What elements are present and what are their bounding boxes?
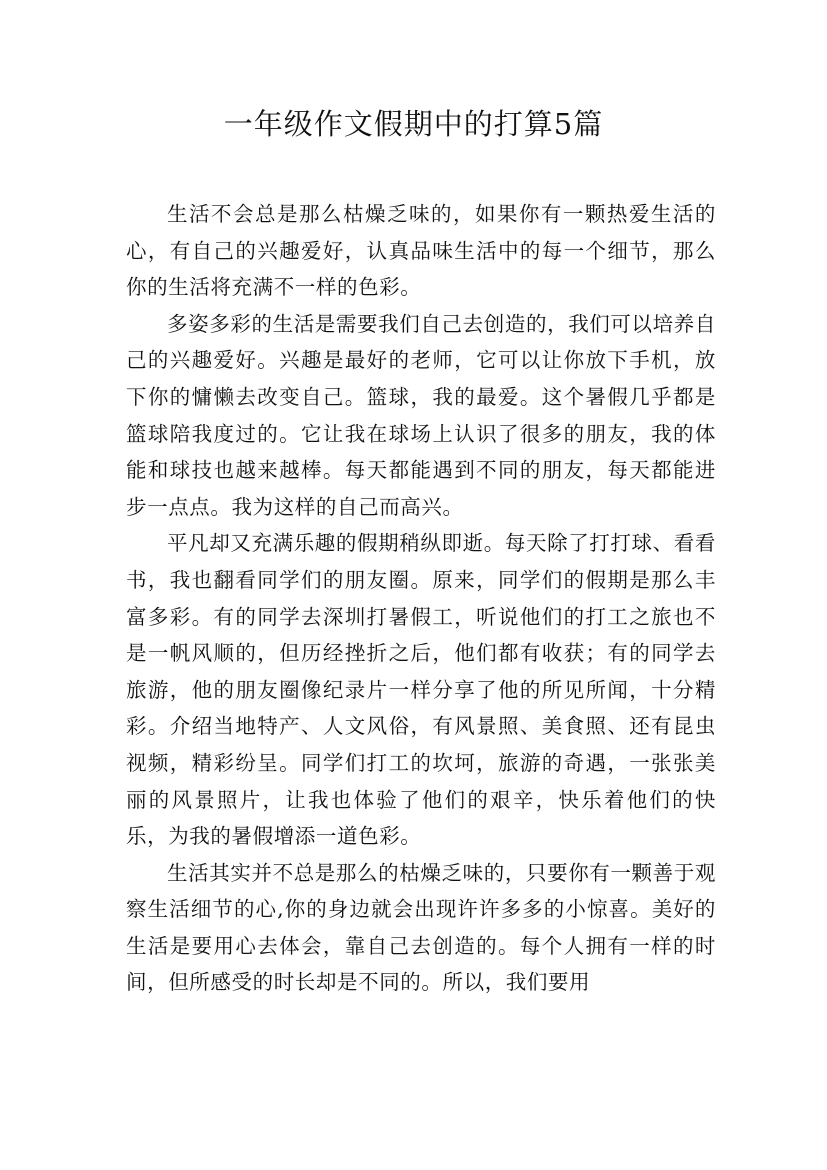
paragraph-3: 平凡却又充满乐趣的假期稍纵即逝。每天除了打打球、看看书，我也翻看同学们的朋友圈。原来，同学们的假期是那么丰富多彩。有的同学去深圳打暑假工，听说他们的打工之旅也不是一帆风顺的，但历经挫折之后，他们都有收获；有的同学去旅游，他的朋友圈像纪录片一样分享了他的所见所闻，十分精彩。介绍当地特产、人文风俗，有风景照、美食照、还有昆虫视频，精彩纷呈。同学们打工的坎坷，旅游的奇遇，一张张美丽的风景照片，让我也体验了他们的艰辛，快乐着他们的快乐，为我的暑假增添一道色彩。 xyxy=(126,531,716,849)
paragraph-1: 生活不会总是那么枯燥乏味的，如果你有一颗热爱生活的心，有自己的兴趣爱好，认真品味生活中的每一个细节，那么你的生活将充满不一样的色彩。 xyxy=(126,202,716,300)
paragraph-2: 多姿多彩的生活是需要我们自己去创造的，我们可以培养自己的兴趣爱好。兴趣是最好的老师，它可以让你放下手机，放下你的慵懒去改变自己。篮球，我的最爱。这个暑假几乎都是篮球陪我度过的。它让我在球场上认识了很多的朋友，我的体能和球技也越来越棒。每天都能遇到不同的朋友，每天都能进步一点点。我为这样的自己而高兴。 xyxy=(126,311,716,519)
document-body xyxy=(126,196,716,1001)
document-title: 一年级作文假期中的打算5篇 xyxy=(223,107,604,141)
paragraph-4: 生活其实并不总是那么的枯燥乏味的，只要你有一颗善于观察生活细节的心,你的身边就会出现许许多多的小惊喜。美好的生活是要用心去体会，靠自己去创造的。每个人拥有一样的时间，但所感受的时长却是不同的。所以，我们要用 xyxy=(126,860,716,995)
